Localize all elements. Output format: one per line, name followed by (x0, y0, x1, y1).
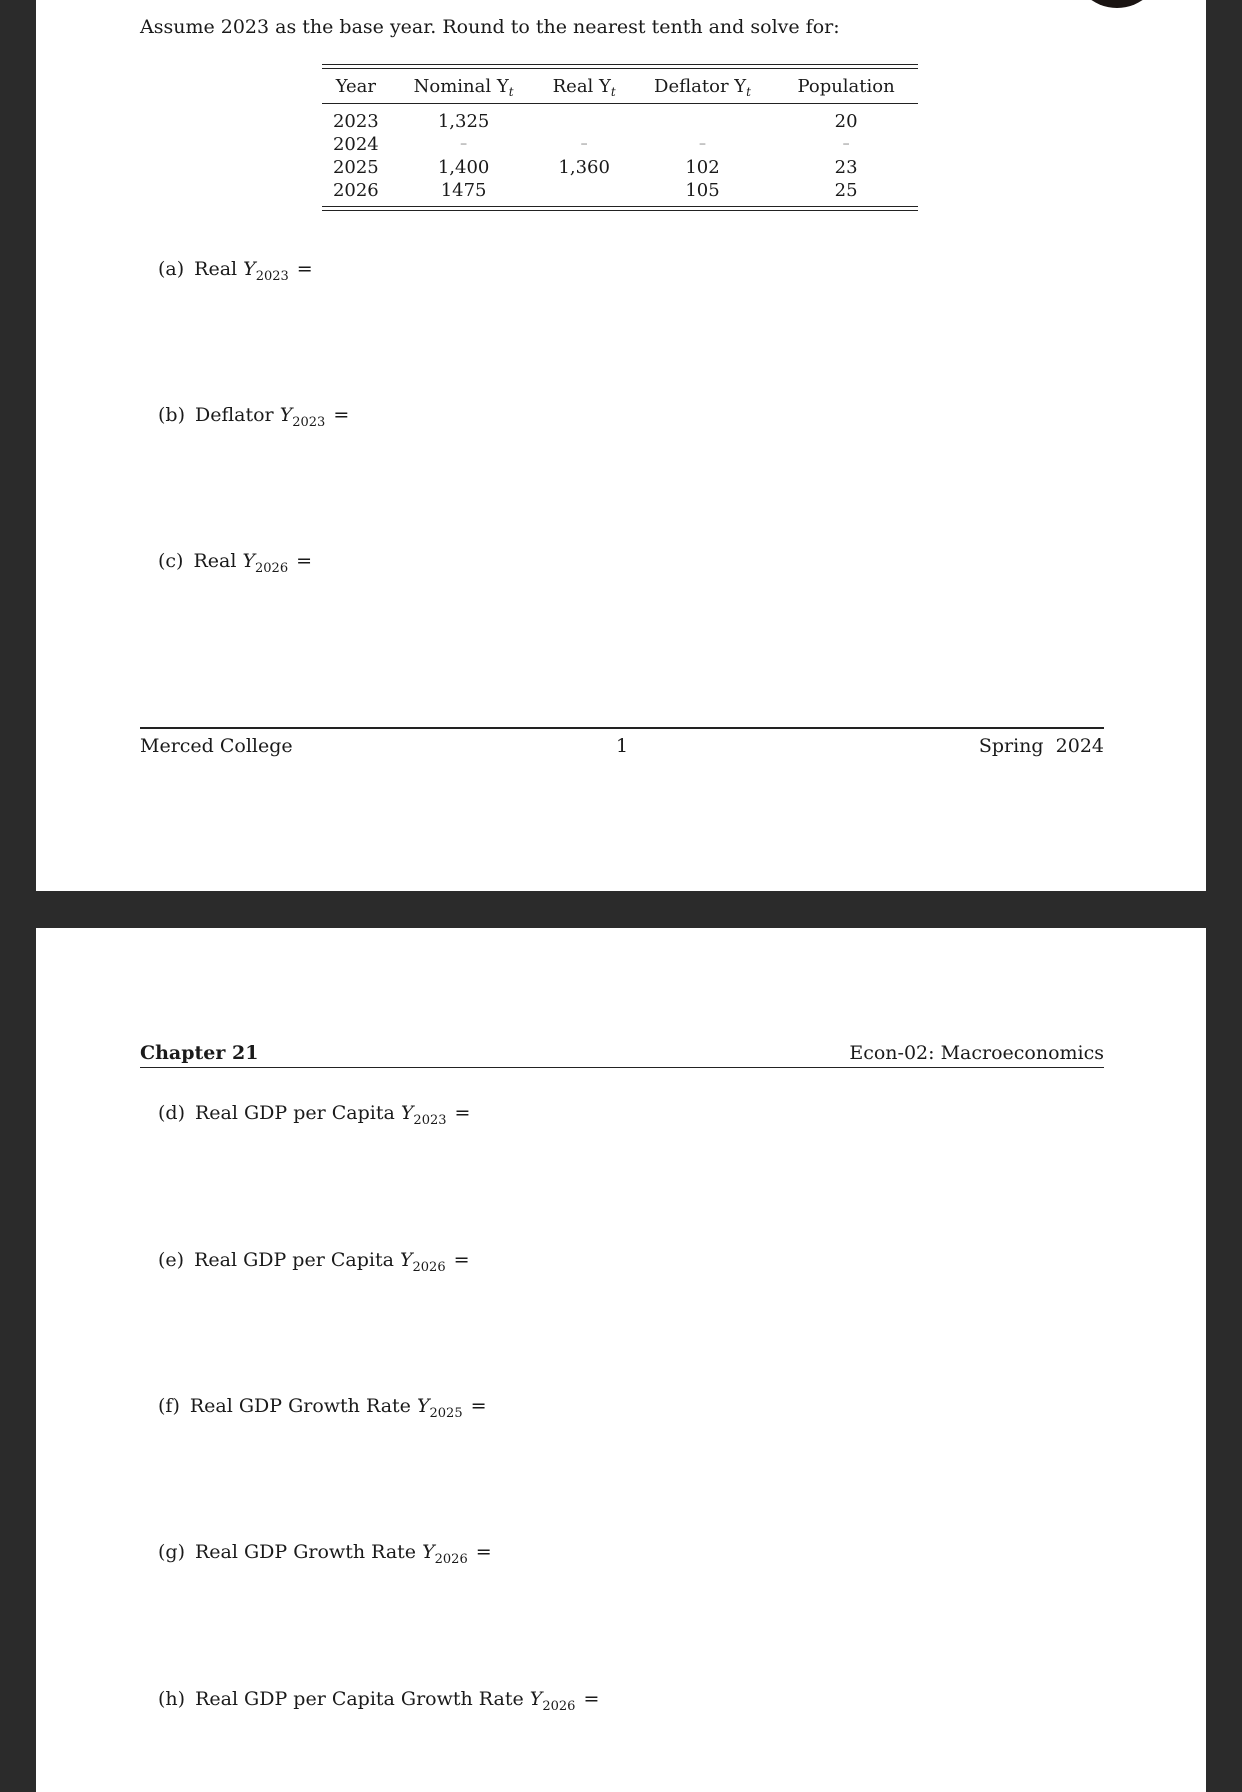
cell-year: 2025 (332, 157, 379, 178)
document-page-2 (36, 928, 1206, 1792)
cell-nominal: 1,400 (437, 157, 490, 178)
table-row (322, 104, 918, 133)
avatar[interactable] (1072, 0, 1162, 8)
footer-left: Merced College (140, 735, 293, 757)
document-page-1 (36, 0, 1206, 891)
question-f: (f) Real GDP Growth Rate $Y_{2025}$ = (158, 1395, 487, 1421)
cell-nominal: 1475 (440, 180, 487, 201)
cell-real (538, 179, 631, 206)
cell-year: 2023 (332, 111, 379, 132)
table-row (322, 156, 918, 179)
question-e: (e) Real GDP per Capita $Y_{2026}$ = (158, 1249, 470, 1275)
cell-deflator: 105 (685, 180, 720, 201)
cell-nominal: – (460, 136, 468, 152)
cell-real: – (580, 136, 588, 152)
col-header-deflator: Deflator $Y_t$ (654, 75, 751, 99)
cell-real: 1,360 (558, 157, 610, 178)
chapter-header: Chapter 21 (140, 1042, 259, 1064)
cell-population: – (842, 136, 850, 152)
header-rule (140, 1067, 1104, 1068)
footer-rule (140, 727, 1104, 729)
table-row (322, 133, 918, 156)
cell-real (538, 104, 631, 133)
data-table (322, 64, 918, 211)
col-header-nominal: Nominal $Y_t$ (413, 75, 514, 99)
col-header-year: Year (335, 75, 377, 97)
page-number: 1 (616, 735, 629, 757)
question-g: (g) Real GDP Growth Rate $Y_{2026}$ = (158, 1541, 492, 1567)
question-h: (h) Real GDP per Capita Growth Rate $Y_{2026}$ = (158, 1688, 600, 1714)
cell-nominal: 1,325 (437, 111, 490, 132)
table-row (322, 179, 918, 206)
course-header: Econ-02: Macroeconomics (849, 1042, 1104, 1064)
question-d: (d) Real GDP per Capita $Y_{2023}$ = (158, 1102, 471, 1128)
cell-deflator (631, 104, 774, 133)
question-a: (a) Real $Y_{2023}$ = (158, 258, 313, 284)
question-b: (b) Deflator $Y_{2023}$ = (158, 404, 350, 430)
cell-deflator: 102 (685, 157, 720, 178)
cell-population: 25 (834, 180, 858, 201)
cell-population: 23 (834, 157, 858, 178)
cell-year: 2024 (332, 134, 379, 155)
problem-intro: Assume 2023 as the base year. Round to the nearest tenth and solve for: (140, 16, 840, 38)
cell-year: 2026 (332, 180, 379, 201)
question-c: (c) Real $Y_{2026}$ = (158, 550, 313, 576)
col-header-population: Population (797, 75, 895, 97)
cell-population: 20 (834, 111, 858, 132)
col-header-real: Real $Y_t$ (552, 75, 616, 99)
cell-deflator: – (699, 136, 707, 152)
footer-right: Spring 2024 (978, 735, 1104, 757)
